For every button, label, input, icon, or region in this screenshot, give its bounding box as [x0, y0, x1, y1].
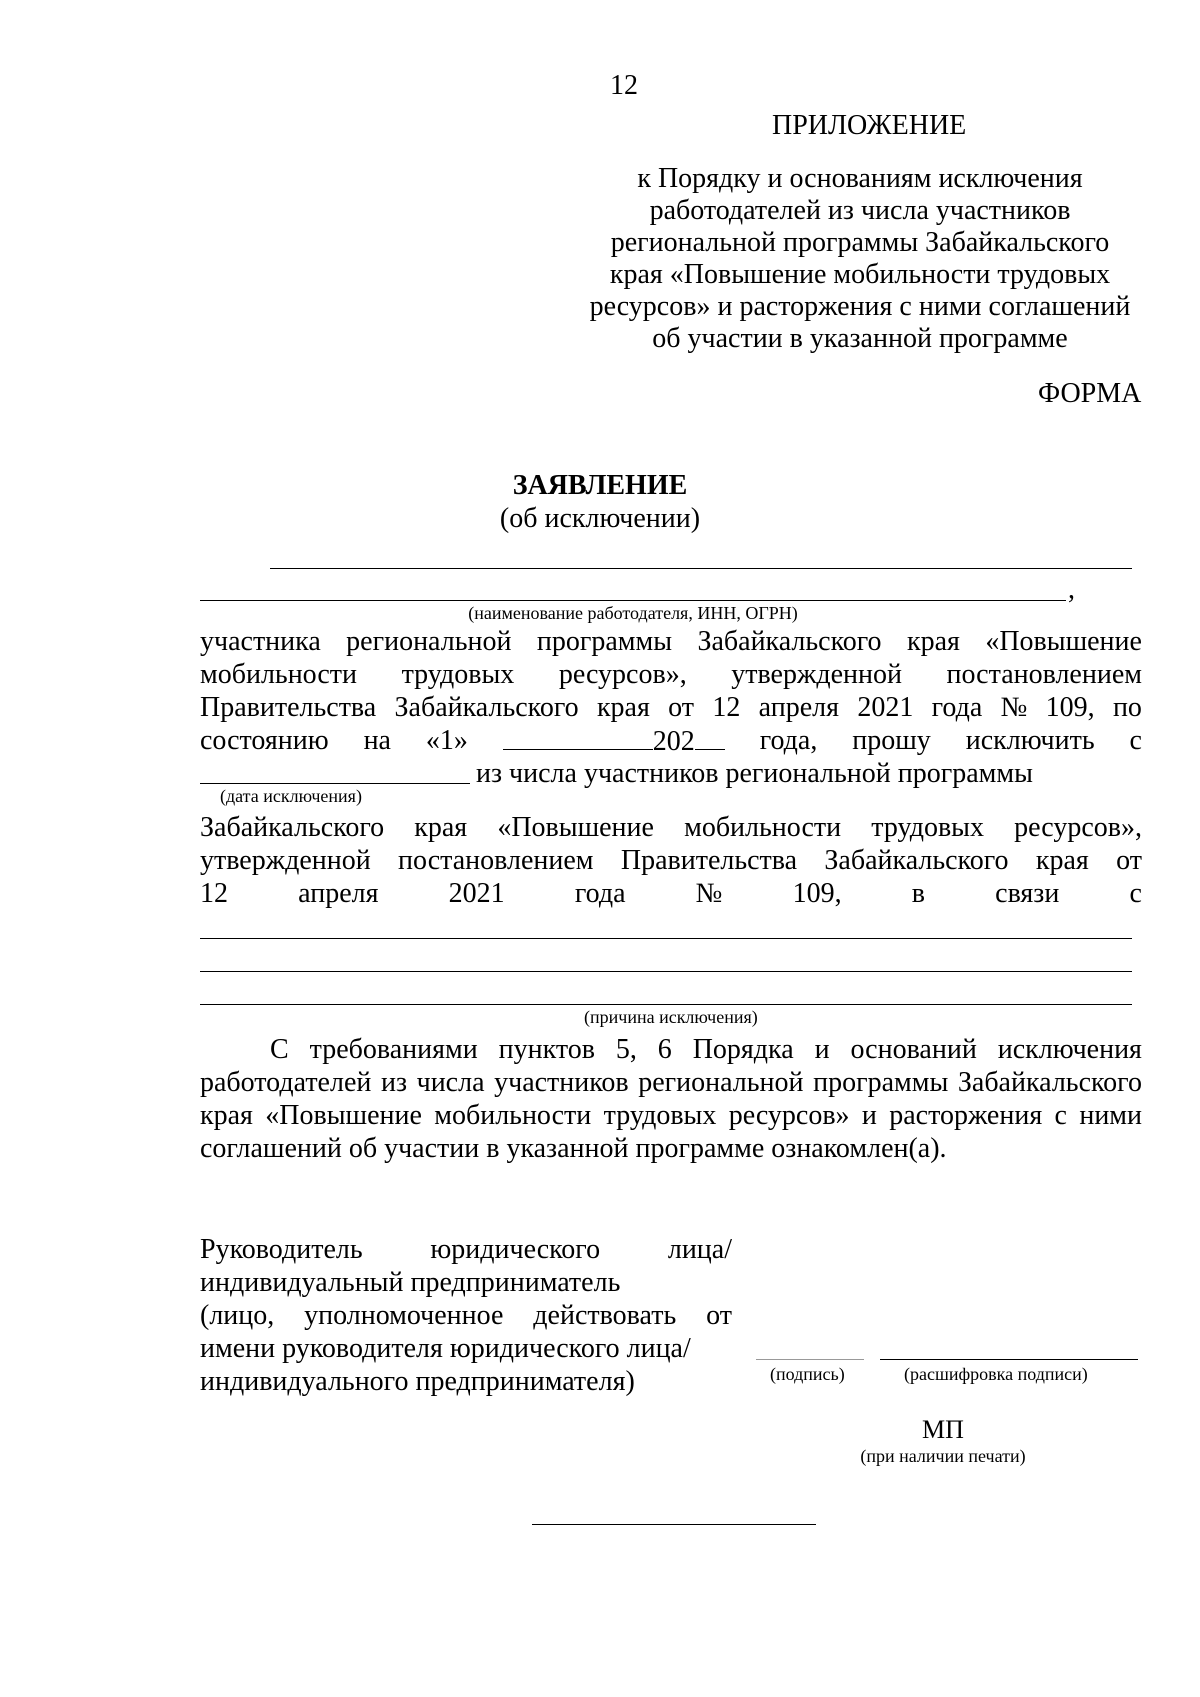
word: с: [1129, 878, 1142, 909]
word: 6: [657, 1034, 672, 1065]
paragraph-line: [200, 1067, 1142, 1099]
word: постановлением: [398, 845, 594, 876]
word: утвержденной: [200, 845, 371, 876]
word: из: [380, 1067, 408, 1098]
appendix-line: региональной программы Забайкальского: [610, 227, 1110, 258]
word: уполномоченное: [304, 1300, 504, 1331]
decoding-caption: (расшифровка подписи): [904, 1364, 1088, 1384]
word: оснований: [850, 1034, 977, 1065]
word: 12: [200, 878, 228, 909]
word: связи: [995, 878, 1060, 909]
word: ними: [1079, 1100, 1142, 1131]
word: и: [861, 1100, 877, 1131]
word: с: [1054, 1100, 1067, 1131]
word: (лицо,: [200, 1300, 275, 1331]
word: апреля: [298, 878, 379, 909]
word: требованиями: [309, 1034, 478, 1065]
word: года: [931, 692, 983, 723]
word: исключить: [965, 725, 1095, 756]
reason-line: [200, 938, 1132, 939]
signatory-line: имени руководителя юридического лица/: [200, 1333, 691, 1364]
paragraph-line: [270, 1034, 1142, 1066]
word: края: [200, 1100, 253, 1131]
paragraph-line: [200, 725, 1142, 758]
employer-name-line: [270, 568, 1132, 569]
stamp-caption: (при наличии печати): [860, 1446, 1026, 1466]
appendix-line: ресурсов» и расторжения с ними соглашений: [589, 291, 1131, 322]
word: 109,: [1045, 692, 1095, 723]
word: от: [1116, 845, 1142, 876]
word: региональной: [638, 1067, 804, 1098]
word: от: [706, 1300, 732, 1331]
word: региональной: [346, 626, 512, 657]
signatory-line: [200, 1234, 732, 1266]
word: действовать: [533, 1300, 677, 1331]
word: Правительства: [620, 845, 798, 876]
word: №: [1000, 692, 1028, 723]
word: мобильности: [684, 812, 842, 843]
word: «1»: [425, 725, 468, 756]
word: ресурсов»: [728, 1100, 850, 1131]
exclusion-date-line: [200, 783, 470, 784]
appendix-line: края «Повышение мобильности трудовых: [609, 259, 1111, 290]
word: Забайкальского: [824, 845, 1009, 876]
reason-caption: (причина исключения): [584, 1007, 758, 1027]
word: исключения: [997, 1034, 1142, 1065]
word: работодателей: [200, 1067, 372, 1098]
signature-decoding-line: [880, 1359, 1138, 1360]
paragraph-line: [200, 845, 1142, 877]
word: в: [911, 878, 925, 909]
word: лица/: [667, 1234, 732, 1265]
word: «Повышение: [985, 626, 1142, 657]
word: и: [814, 1034, 830, 1065]
word: Забайкальского: [394, 692, 579, 723]
paragraph-line: [200, 878, 1142, 910]
word: юридического: [430, 1234, 601, 1265]
word: программы: [536, 626, 673, 657]
signatory-line: [200, 1300, 732, 1332]
paragraph-line: [200, 1100, 1142, 1132]
word: «Повышение: [265, 1100, 422, 1131]
word: 2021: [857, 692, 914, 723]
word: ресурсов»,: [1014, 812, 1142, 843]
word: 12: [712, 692, 741, 723]
comma: ,: [1068, 574, 1075, 605]
word: края: [596, 692, 650, 723]
month-year-field: [503, 725, 725, 758]
paragraph-line: [200, 812, 1142, 844]
reason-line: [200, 971, 1132, 972]
word: края: [414, 812, 468, 843]
word: №: [695, 878, 723, 909]
word: мобильности: [434, 1100, 592, 1131]
page-number: 12: [610, 70, 638, 101]
appendix-title: ПРИЛОЖЕНИЕ: [772, 110, 967, 141]
signature-line: [756, 1359, 864, 1360]
word: края: [1035, 845, 1089, 876]
appendix-line: об участии в указанной программе: [652, 323, 1068, 354]
paragraph-line: из числа участников региональной программы: [476, 758, 1033, 789]
paragraph-line: соглашений об участии в указанной программе ознакомлен(а).: [200, 1133, 947, 1164]
word: С: [270, 1034, 289, 1065]
word: 2021: [448, 878, 505, 909]
document-title: ЗАЯВЛЕНИЕ: [512, 470, 688, 501]
word: участников: [494, 1067, 629, 1098]
word: апреля: [758, 692, 839, 723]
year-prefix: 202: [652, 726, 695, 757]
year-blank: [695, 725, 725, 750]
word: постановлением: [946, 659, 1142, 690]
paragraph-line: [200, 692, 1142, 724]
closing-rule: [532, 1524, 816, 1525]
word: 109,: [792, 878, 842, 909]
word: на: [363, 725, 391, 756]
word: трудовых: [603, 1100, 717, 1131]
paragraph-line: [200, 659, 1142, 691]
signatory-line: индивидуального предпринимателя): [200, 1366, 635, 1397]
word: Забайкальского: [697, 626, 882, 657]
word: 5,: [615, 1034, 637, 1065]
stamp-label: МП: [922, 1415, 964, 1444]
signature-caption: (подпись): [770, 1364, 845, 1384]
word: числа: [416, 1067, 485, 1098]
word: пунктов: [498, 1034, 595, 1065]
document-subtitle: (об исключении): [499, 503, 701, 534]
signatory-line: индивидуальный предприниматель: [200, 1267, 621, 1298]
word: Забайкальского: [200, 812, 385, 843]
employer-name-line: [200, 600, 1066, 601]
word: ресурсов»,: [558, 659, 687, 690]
word: трудовых: [871, 812, 984, 843]
month-blank: [503, 725, 653, 750]
word: Забайкальского: [957, 1067, 1142, 1098]
date-caption: (дата исключения): [220, 786, 362, 806]
word: участника: [200, 626, 321, 657]
word: года,: [759, 725, 818, 756]
word: прошу: [852, 725, 931, 756]
employer-caption: (наименование работодателя, ИНН, ОГРН): [468, 603, 798, 623]
word: трудовых: [401, 659, 515, 690]
word: года: [574, 878, 626, 909]
word: программы: [813, 1067, 949, 1098]
appendix-line: к Порядку и основаниям исключения: [637, 163, 1083, 194]
word: с: [1129, 725, 1142, 756]
word: Правительства: [200, 692, 377, 723]
word: расторжения: [889, 1100, 1043, 1131]
form-label: ФОРМА: [1038, 378, 1142, 409]
word: «Повышение: [497, 812, 654, 843]
appendix-line: работодателей из числа участников: [649, 195, 1071, 226]
word: от: [668, 692, 695, 723]
paragraph-line: [200, 626, 1142, 658]
reason-line: [200, 1004, 1132, 1005]
word: утвержденной: [731, 659, 902, 690]
word: состоянию: [200, 725, 329, 756]
word: Руководитель: [200, 1234, 363, 1265]
word: по: [1112, 692, 1142, 723]
word: мобильности: [200, 659, 358, 690]
word: края: [906, 626, 960, 657]
word: Порядка: [692, 1034, 794, 1065]
